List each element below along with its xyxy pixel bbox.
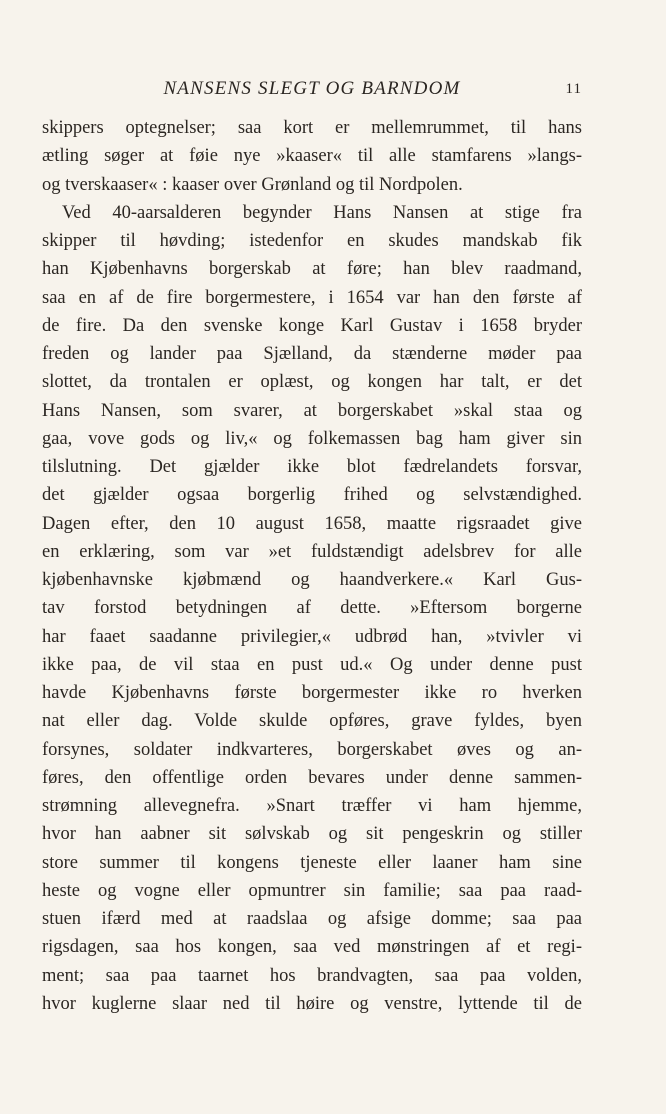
text-line: hvor kuglerne slaar ned til høire og venstre, lyttende til de <box>42 993 582 1014</box>
text-line: han Kjøbenhavns borgerskab at føre; han blev raadmand, <box>42 259 582 280</box>
text-line: tilslutning. Det gjælder ikke blot fædrelandets forsvar, <box>42 457 582 477</box>
text-line: havde Kjøbenhavns første borgermester ikke ro hverken <box>42 683 582 703</box>
text-line: store summer til kongens tjeneste eller laaner ham sine <box>42 852 582 873</box>
text-line: nat eller dag. Volde skulde opføres, grave fyldes, byen <box>42 711 582 732</box>
text-line: det gjælder ogsaa borgerlig frihed og selvstændighed. <box>42 485 582 506</box>
text-line: heste og vogne eller opmuntrer sin familie; saa paa raad- <box>42 880 582 901</box>
text-line: skipper til høvding; istedenfor en skudes mandskab fik <box>42 231 582 251</box>
text-line: freden og lander paa Sjælland, da stænderne møder paa <box>42 344 582 364</box>
text-line: skippers optegnelser; saa kort er mellemrummet, til hans <box>42 118 582 138</box>
text-line: en erklæring, som var »et fuldstændigt adelsbrev for alle <box>42 541 582 562</box>
body-text <box>42 114 582 1018</box>
text-line: stuen ifærd med at raadslaa og afsige domme; saa paa <box>42 909 582 929</box>
text-line: ikke paa, de vil staa en pust ud.« Og under denne pust <box>42 654 582 675</box>
text-line: Dagen efter, den 10 august 1658, maatte rigsraadet give <box>42 513 582 534</box>
text-line: rigsdagen, saa hos kongen, saa ved mønstringen af et regi- <box>42 937 582 958</box>
running-head <box>42 74 582 104</box>
text-line: saa en af de fire borgermestere, i 1654 var han den første af <box>42 287 582 308</box>
text-line: ment; saa paa taarnet hos brandvagten, saa paa volden, <box>42 965 582 986</box>
text-line: ætling søger at føie nye »kaaser« til alle stamfarens »langs- <box>42 146 582 167</box>
text-line: Ved 40-aarsalderen begynder Hans Nansen at stige fra <box>62 202 582 223</box>
text-line: slottet, da trontalen er oplæst, og kongen har talt, er det <box>42 372 582 393</box>
text-line: føres, den offentlige orden bevares under denne sammen- <box>42 767 582 788</box>
text-line: og tverskaaser« : kaaser over Grønland og til Nordpolen. <box>42 174 463 195</box>
text-line: strømning allevegnefra. »Snart træffer vi ham hjemme, <box>42 796 582 816</box>
text-line: tav forstod betydningen af dette. »Eftersom borgerne <box>42 598 582 619</box>
text-line: kjøbenhavnske kjøbmænd og haandverkere.« Karl Gus- <box>42 570 582 590</box>
page-number: 11 <box>565 81 582 97</box>
text-line: de fire. Da den svenske konge Karl Gustav i 1658 bryder <box>42 315 582 336</box>
text-line: forsynes, soldater indkvarteres, borgerskabet øves og an- <box>42 739 582 760</box>
text-line: hvor han aabner sit sølvskab og sit pengeskrin og stiller <box>42 824 582 845</box>
text-line: Hans Nansen, som svarer, at borgerskabet »skal staa og <box>42 400 582 421</box>
text-line: gaa, vove gods og liv,« og folkemassen bag ham giver sin <box>42 428 582 449</box>
text-line: har faaet saadanne privilegier,« udbrød han, »tvivler vi <box>42 626 582 647</box>
running-title: NANSENS SLEGT OG BARNDOM <box>163 78 461 99</box>
